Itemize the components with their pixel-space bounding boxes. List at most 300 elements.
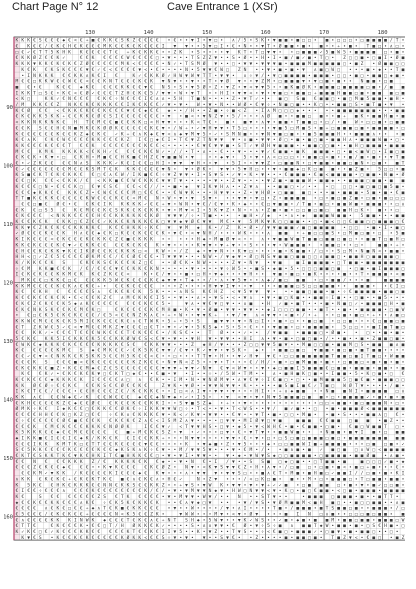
svg-text:€: € xyxy=(33,225,36,231)
svg-text:■: ■ xyxy=(372,483,375,488)
svg-text:■: ■ xyxy=(402,91,405,96)
row-number: 160 xyxy=(4,515,13,521)
svg-text:■: ■ xyxy=(331,243,334,248)
svg-text:T: T xyxy=(68,143,71,149)
svg-text:€: € xyxy=(273,471,276,477)
svg-text:•: • xyxy=(197,115,200,120)
svg-text:•: • xyxy=(185,296,188,301)
svg-text:•: • xyxy=(226,173,229,178)
svg-text:N: N xyxy=(68,102,71,108)
svg-text:∧: ∧ xyxy=(267,232,270,237)
svg-text:T: T xyxy=(203,213,206,219)
svg-text:□: □ xyxy=(349,355,352,360)
svg-text:■: ■ xyxy=(296,460,299,465)
svg-text:▼: ▼ xyxy=(214,360,217,365)
svg-text:€: € xyxy=(62,201,65,207)
svg-text:■: ■ xyxy=(337,331,340,336)
svg-text:■: ■ xyxy=(320,495,323,500)
svg-text:•: • xyxy=(191,144,194,149)
svg-text:•: • xyxy=(390,191,393,196)
svg-text:■: ■ xyxy=(402,214,405,219)
svg-text:€: € xyxy=(27,500,30,506)
svg-text:÷: ÷ xyxy=(21,419,24,424)
svg-text:€: € xyxy=(68,453,71,459)
svg-text:□: □ xyxy=(337,436,340,441)
svg-text:•: • xyxy=(226,279,229,284)
chart-grid xyxy=(4,28,405,552)
svg-text:■: ■ xyxy=(296,74,299,79)
svg-text:□: □ xyxy=(355,208,358,213)
svg-text:N: N xyxy=(121,96,124,102)
svg-text:€: € xyxy=(56,435,59,441)
svg-text:■: ■ xyxy=(331,197,334,202)
svg-text:■: ■ xyxy=(285,325,288,330)
svg-text:€: € xyxy=(21,178,24,184)
svg-text:÷: ÷ xyxy=(39,489,42,494)
svg-text:K: K xyxy=(21,120,24,126)
svg-text:•: • xyxy=(226,489,229,494)
svg-text:N: N xyxy=(209,377,212,383)
svg-text:■: ■ xyxy=(372,360,375,365)
svg-text:◆: ◆ xyxy=(33,191,36,196)
svg-text:■: ■ xyxy=(296,85,299,90)
svg-text:□: □ xyxy=(343,62,346,67)
svg-text:<: < xyxy=(56,179,59,184)
svg-text:€: € xyxy=(121,395,124,401)
svg-text:•: • xyxy=(168,489,171,494)
svg-text:W: W xyxy=(238,488,241,494)
svg-text:•: • xyxy=(214,156,217,161)
svg-text:■: ■ xyxy=(367,489,370,494)
svg-text:•: • xyxy=(378,489,381,494)
svg-text:€: € xyxy=(45,295,48,301)
svg-text:■: ■ xyxy=(384,197,387,202)
svg-text:€: € xyxy=(16,161,19,167)
svg-text:•: • xyxy=(21,74,24,79)
svg-text:K: K xyxy=(80,49,83,55)
svg-text:▼: ▼ xyxy=(261,91,264,96)
svg-text:■: ■ xyxy=(402,132,405,137)
svg-text:□: □ xyxy=(255,343,258,348)
svg-text:K: K xyxy=(261,476,264,482)
svg-text:T: T xyxy=(21,196,24,202)
svg-text:■: ■ xyxy=(372,238,375,243)
svg-text:■: ■ xyxy=(402,156,405,161)
svg-text:K: K xyxy=(56,84,59,90)
svg-text:€: € xyxy=(133,406,136,412)
svg-text:€: € xyxy=(45,400,48,406)
svg-text:€: € xyxy=(127,471,130,477)
svg-text:■: ■ xyxy=(372,308,375,313)
svg-text:€: € xyxy=(144,38,147,44)
svg-text:▼: ▼ xyxy=(244,167,247,172)
svg-text:•: • xyxy=(209,436,212,441)
svg-text:€: € xyxy=(156,441,159,447)
svg-text:K: K xyxy=(16,61,19,67)
svg-text:■: ■ xyxy=(396,144,399,149)
svg-text:€: € xyxy=(86,289,89,295)
svg-text:■: ■ xyxy=(343,109,346,114)
svg-text:K: K xyxy=(16,482,19,488)
svg-text:■: ■ xyxy=(337,372,340,377)
svg-text:€: € xyxy=(138,389,141,395)
svg-text:□: □ xyxy=(326,68,329,73)
svg-text:€: € xyxy=(33,453,36,459)
svg-text:▼: ▼ xyxy=(173,232,176,237)
svg-text:◆: ◆ xyxy=(138,472,141,477)
svg-text:€: € xyxy=(62,73,65,79)
svg-text:K: K xyxy=(86,166,89,172)
svg-text:÷: ÷ xyxy=(302,232,305,237)
svg-text:•: • xyxy=(173,273,176,278)
svg-text:Ø: Ø xyxy=(226,78,229,85)
svg-text:□: □ xyxy=(290,109,293,114)
svg-text:▼: ▼ xyxy=(232,314,235,319)
svg-text:■: ■ xyxy=(390,238,393,243)
svg-text:N: N xyxy=(220,248,223,254)
svg-text:✓: ✓ xyxy=(162,150,165,155)
svg-text:■: ■ xyxy=(279,384,282,389)
svg-text:■: ■ xyxy=(314,296,317,301)
svg-text:€: € xyxy=(86,278,89,284)
svg-text:▼: ▼ xyxy=(273,261,276,266)
svg-text:€: € xyxy=(115,377,118,383)
svg-text:■: ■ xyxy=(372,273,375,278)
svg-text:N: N xyxy=(109,424,112,430)
svg-text:€: € xyxy=(273,149,276,155)
svg-text:K: K xyxy=(232,201,235,207)
svg-text:•: • xyxy=(168,436,171,441)
svg-text:•: • xyxy=(314,308,317,313)
svg-text:Z: Z xyxy=(56,365,59,371)
svg-text:■: ■ xyxy=(378,56,381,61)
svg-text:•: • xyxy=(244,483,247,488)
svg-text:•: • xyxy=(56,372,59,377)
svg-text:□: □ xyxy=(390,167,393,172)
svg-text:•: • xyxy=(261,97,264,102)
svg-text:■: ■ xyxy=(308,425,311,430)
svg-text:€: € xyxy=(51,318,54,324)
svg-text:S: S xyxy=(308,125,311,131)
svg-text:•: • xyxy=(296,425,299,430)
svg-text:€: € xyxy=(133,131,136,137)
svg-text:€: € xyxy=(62,342,65,348)
svg-text:Z: Z xyxy=(179,418,182,424)
svg-text:■: ■ xyxy=(343,314,346,319)
svg-text:•: • xyxy=(302,144,305,149)
svg-text:■: ■ xyxy=(361,489,364,494)
svg-text:■: ■ xyxy=(390,150,393,155)
svg-text:€: € xyxy=(62,131,65,137)
svg-text:€: € xyxy=(127,125,130,131)
svg-text:€: € xyxy=(21,359,24,365)
svg-text:K: K xyxy=(56,172,59,178)
svg-text:€: € xyxy=(16,359,19,365)
svg-text:€: € xyxy=(21,219,24,225)
svg-text:•: • xyxy=(173,85,176,90)
svg-text:■: ■ xyxy=(372,267,375,272)
svg-text:T: T xyxy=(244,371,247,377)
svg-text:K: K xyxy=(56,49,59,55)
svg-text:■: ■ xyxy=(384,489,387,494)
svg-text:S: S xyxy=(144,336,147,342)
svg-text:€: € xyxy=(68,137,71,143)
svg-text:S: S xyxy=(191,289,194,295)
svg-text:•: • xyxy=(273,80,276,85)
svg-text:▼: ▼ xyxy=(244,378,247,383)
svg-text:/: / xyxy=(261,73,264,79)
svg-text:€: € xyxy=(156,166,159,172)
svg-text:•: • xyxy=(232,302,235,307)
svg-text:€: € xyxy=(45,318,48,324)
svg-text:□: □ xyxy=(402,314,405,319)
svg-text:•: • xyxy=(367,384,370,389)
svg-text:€: € xyxy=(33,348,36,354)
svg-text:■: ■ xyxy=(74,360,77,365)
svg-text:€: € xyxy=(21,465,24,471)
svg-text:Z: Z xyxy=(220,289,223,295)
svg-text:•: • xyxy=(203,372,206,377)
svg-text:K: K xyxy=(33,260,36,266)
svg-text:•: • xyxy=(279,85,282,90)
svg-text:•: • xyxy=(168,68,171,73)
svg-text:/: / xyxy=(16,102,19,108)
svg-text:•: • xyxy=(308,80,311,85)
svg-text:•: • xyxy=(355,319,358,324)
svg-text:•: • xyxy=(279,56,282,61)
svg-text:•: • xyxy=(267,267,270,272)
svg-text:•: • xyxy=(185,232,188,237)
svg-text:€: € xyxy=(115,225,118,231)
svg-text:K: K xyxy=(39,73,42,79)
svg-text:□: □ xyxy=(308,466,311,471)
svg-text:•: • xyxy=(279,413,282,418)
svg-text:€: € xyxy=(150,453,153,459)
svg-text:•: • xyxy=(308,407,311,412)
svg-text:€: € xyxy=(62,196,65,202)
svg-text:■: ■ xyxy=(308,273,311,278)
svg-text:€: € xyxy=(138,125,141,131)
svg-text:K: K xyxy=(138,201,141,207)
svg-text:■: ■ xyxy=(92,39,95,44)
svg-text:•: • xyxy=(390,208,393,213)
svg-text:•: • xyxy=(173,243,176,248)
svg-text:■: ■ xyxy=(349,396,352,401)
svg-text:K: K xyxy=(127,482,130,488)
svg-text:•: • xyxy=(361,442,364,447)
svg-text:■: ■ xyxy=(349,109,352,114)
svg-text:•: • xyxy=(279,489,282,494)
svg-text:÷: ÷ xyxy=(62,115,65,120)
svg-text:▼: ▼ xyxy=(162,425,165,430)
svg-text:I: I xyxy=(250,336,253,342)
svg-text:€: € xyxy=(74,307,77,313)
svg-text:H: H xyxy=(92,389,95,395)
svg-text:I: I xyxy=(197,172,200,178)
svg-text:•: • xyxy=(267,431,270,436)
svg-text:€: € xyxy=(121,465,124,471)
svg-text:K: K xyxy=(21,96,24,102)
svg-text:□: □ xyxy=(337,261,340,266)
svg-text:•: • xyxy=(378,466,381,471)
svg-text:▼: ▼ xyxy=(273,466,276,471)
svg-text:€: € xyxy=(97,190,100,196)
svg-text:€: € xyxy=(74,96,77,102)
svg-text:■: ■ xyxy=(279,279,282,284)
svg-text:•: • xyxy=(302,401,305,406)
svg-text:I: I xyxy=(220,44,223,50)
svg-text:▼: ▼ xyxy=(168,226,171,231)
svg-text:Ø: Ø xyxy=(162,464,165,471)
svg-text:€: € xyxy=(74,377,77,383)
svg-text:▼: ▼ xyxy=(185,366,188,371)
svg-text:■: ■ xyxy=(39,436,42,441)
svg-text:■: ■ xyxy=(326,349,329,354)
svg-text:Z: Z xyxy=(232,84,235,90)
svg-text:K: K xyxy=(56,272,59,278)
svg-text:•: • xyxy=(337,167,340,172)
svg-text:▼: ▼ xyxy=(261,489,264,494)
svg-text:€: € xyxy=(97,412,100,418)
svg-text:€: € xyxy=(27,84,30,90)
svg-text:H: H xyxy=(250,354,253,360)
svg-text:5: 5 xyxy=(238,278,241,284)
svg-text:□: □ xyxy=(355,126,358,131)
svg-text:K: K xyxy=(138,237,141,243)
svg-text:€: € xyxy=(62,166,65,172)
svg-text:÷: ÷ xyxy=(16,267,19,272)
svg-text:■: ■ xyxy=(349,179,352,184)
svg-text:•: • xyxy=(173,109,176,114)
svg-text:•: • xyxy=(232,273,235,278)
svg-text:€: € xyxy=(115,395,118,401)
svg-text:◆: ◆ xyxy=(150,132,153,137)
svg-text:T: T xyxy=(372,102,375,108)
svg-text:□: □ xyxy=(343,249,346,254)
svg-text:■: ■ xyxy=(320,167,323,172)
svg-text:□: □ xyxy=(285,454,288,459)
svg-text:5: 5 xyxy=(290,266,293,272)
svg-text:▼: ▼ xyxy=(238,197,241,202)
svg-text:■: ■ xyxy=(326,91,329,96)
svg-text:K: K xyxy=(138,289,141,295)
svg-text:■: ■ xyxy=(285,255,288,260)
svg-text:■: ■ xyxy=(378,261,381,266)
svg-text:■: ■ xyxy=(355,436,358,441)
svg-text:∧: ∧ xyxy=(185,419,188,424)
svg-text:€: € xyxy=(273,377,276,383)
svg-text:T: T xyxy=(209,73,212,79)
svg-text:Ø: Ø xyxy=(133,253,136,260)
svg-text:■: ■ xyxy=(372,45,375,50)
svg-text:•: • xyxy=(168,378,171,383)
svg-text:✓: ✓ xyxy=(103,220,106,225)
svg-text:•: • xyxy=(185,150,188,155)
svg-text:•: • xyxy=(343,45,346,50)
svg-text:M: M xyxy=(349,342,352,348)
svg-text:•: • xyxy=(355,442,358,447)
svg-text:•: • xyxy=(273,138,276,143)
svg-text:I: I xyxy=(197,38,200,44)
svg-text:▼: ▼ xyxy=(255,413,258,418)
svg-text:•: • xyxy=(320,273,323,278)
svg-text:■: ■ xyxy=(302,249,305,254)
svg-text:K: K xyxy=(68,354,71,360)
svg-text:/: / xyxy=(168,330,171,336)
svg-text:■: ■ xyxy=(396,436,399,441)
svg-text:€: € xyxy=(133,44,136,50)
svg-text:<: < xyxy=(203,407,206,412)
svg-text:K: K xyxy=(39,79,42,85)
svg-text:W: W xyxy=(203,260,206,266)
svg-text:5: 5 xyxy=(390,184,393,190)
svg-text:■: ■ xyxy=(285,80,288,85)
svg-text:€: € xyxy=(33,207,36,213)
svg-text:•: • xyxy=(209,431,212,436)
svg-text:5: 5 xyxy=(51,207,54,213)
svg-text:•: • xyxy=(384,132,387,137)
svg-text:€: € xyxy=(80,424,83,430)
svg-text:■: ■ xyxy=(331,191,334,196)
svg-text:K: K xyxy=(138,348,141,354)
svg-text:€: € xyxy=(56,418,59,424)
svg-text:▼: ▼ xyxy=(214,284,217,289)
svg-text:•: • xyxy=(226,197,229,202)
svg-text:€: € xyxy=(27,471,30,477)
svg-text:N: N xyxy=(197,260,200,266)
svg-text:€: € xyxy=(86,453,89,459)
svg-text:▼: ▼ xyxy=(168,56,171,61)
svg-text:M: M xyxy=(185,225,188,231)
svg-text:□: □ xyxy=(349,97,352,102)
svg-text:•: • xyxy=(214,261,217,266)
svg-text:□: □ xyxy=(396,255,399,260)
svg-text:•: • xyxy=(250,208,253,213)
svg-text:<: < xyxy=(127,273,130,278)
svg-text:■: ■ xyxy=(326,220,329,225)
svg-text:€: € xyxy=(109,254,112,260)
svg-text:T: T xyxy=(396,67,399,73)
svg-text:■: ■ xyxy=(378,220,381,225)
svg-text:K: K xyxy=(138,207,141,213)
svg-text:Ø: Ø xyxy=(56,200,59,207)
svg-text:/: / xyxy=(179,149,182,155)
svg-text:5: 5 xyxy=(396,231,399,237)
svg-text:■: ■ xyxy=(337,214,340,219)
svg-text:€: € xyxy=(179,231,182,237)
svg-text:■: ■ xyxy=(296,39,299,44)
svg-text:5: 5 xyxy=(56,324,59,330)
svg-text:Z: Z xyxy=(133,38,136,44)
svg-text:■: ■ xyxy=(302,74,305,79)
svg-text:•: • xyxy=(314,126,317,131)
svg-text:/: / xyxy=(185,108,188,114)
svg-text:K: K xyxy=(68,406,71,412)
svg-text:□: □ xyxy=(396,425,399,430)
svg-text:M: M xyxy=(220,219,223,225)
svg-text:▼: ▼ xyxy=(267,68,270,73)
svg-text:5: 5 xyxy=(51,49,54,55)
svg-text:•: • xyxy=(290,343,293,348)
svg-text:■: ■ xyxy=(337,495,340,500)
svg-text:/: / xyxy=(226,459,229,465)
svg-text:€: € xyxy=(138,336,141,342)
svg-text:□: □ xyxy=(244,489,247,494)
svg-text:■: ■ xyxy=(349,495,352,500)
svg-text:5: 5 xyxy=(273,342,276,348)
svg-text:▼: ▼ xyxy=(168,273,171,278)
svg-text:€: € xyxy=(156,365,159,371)
